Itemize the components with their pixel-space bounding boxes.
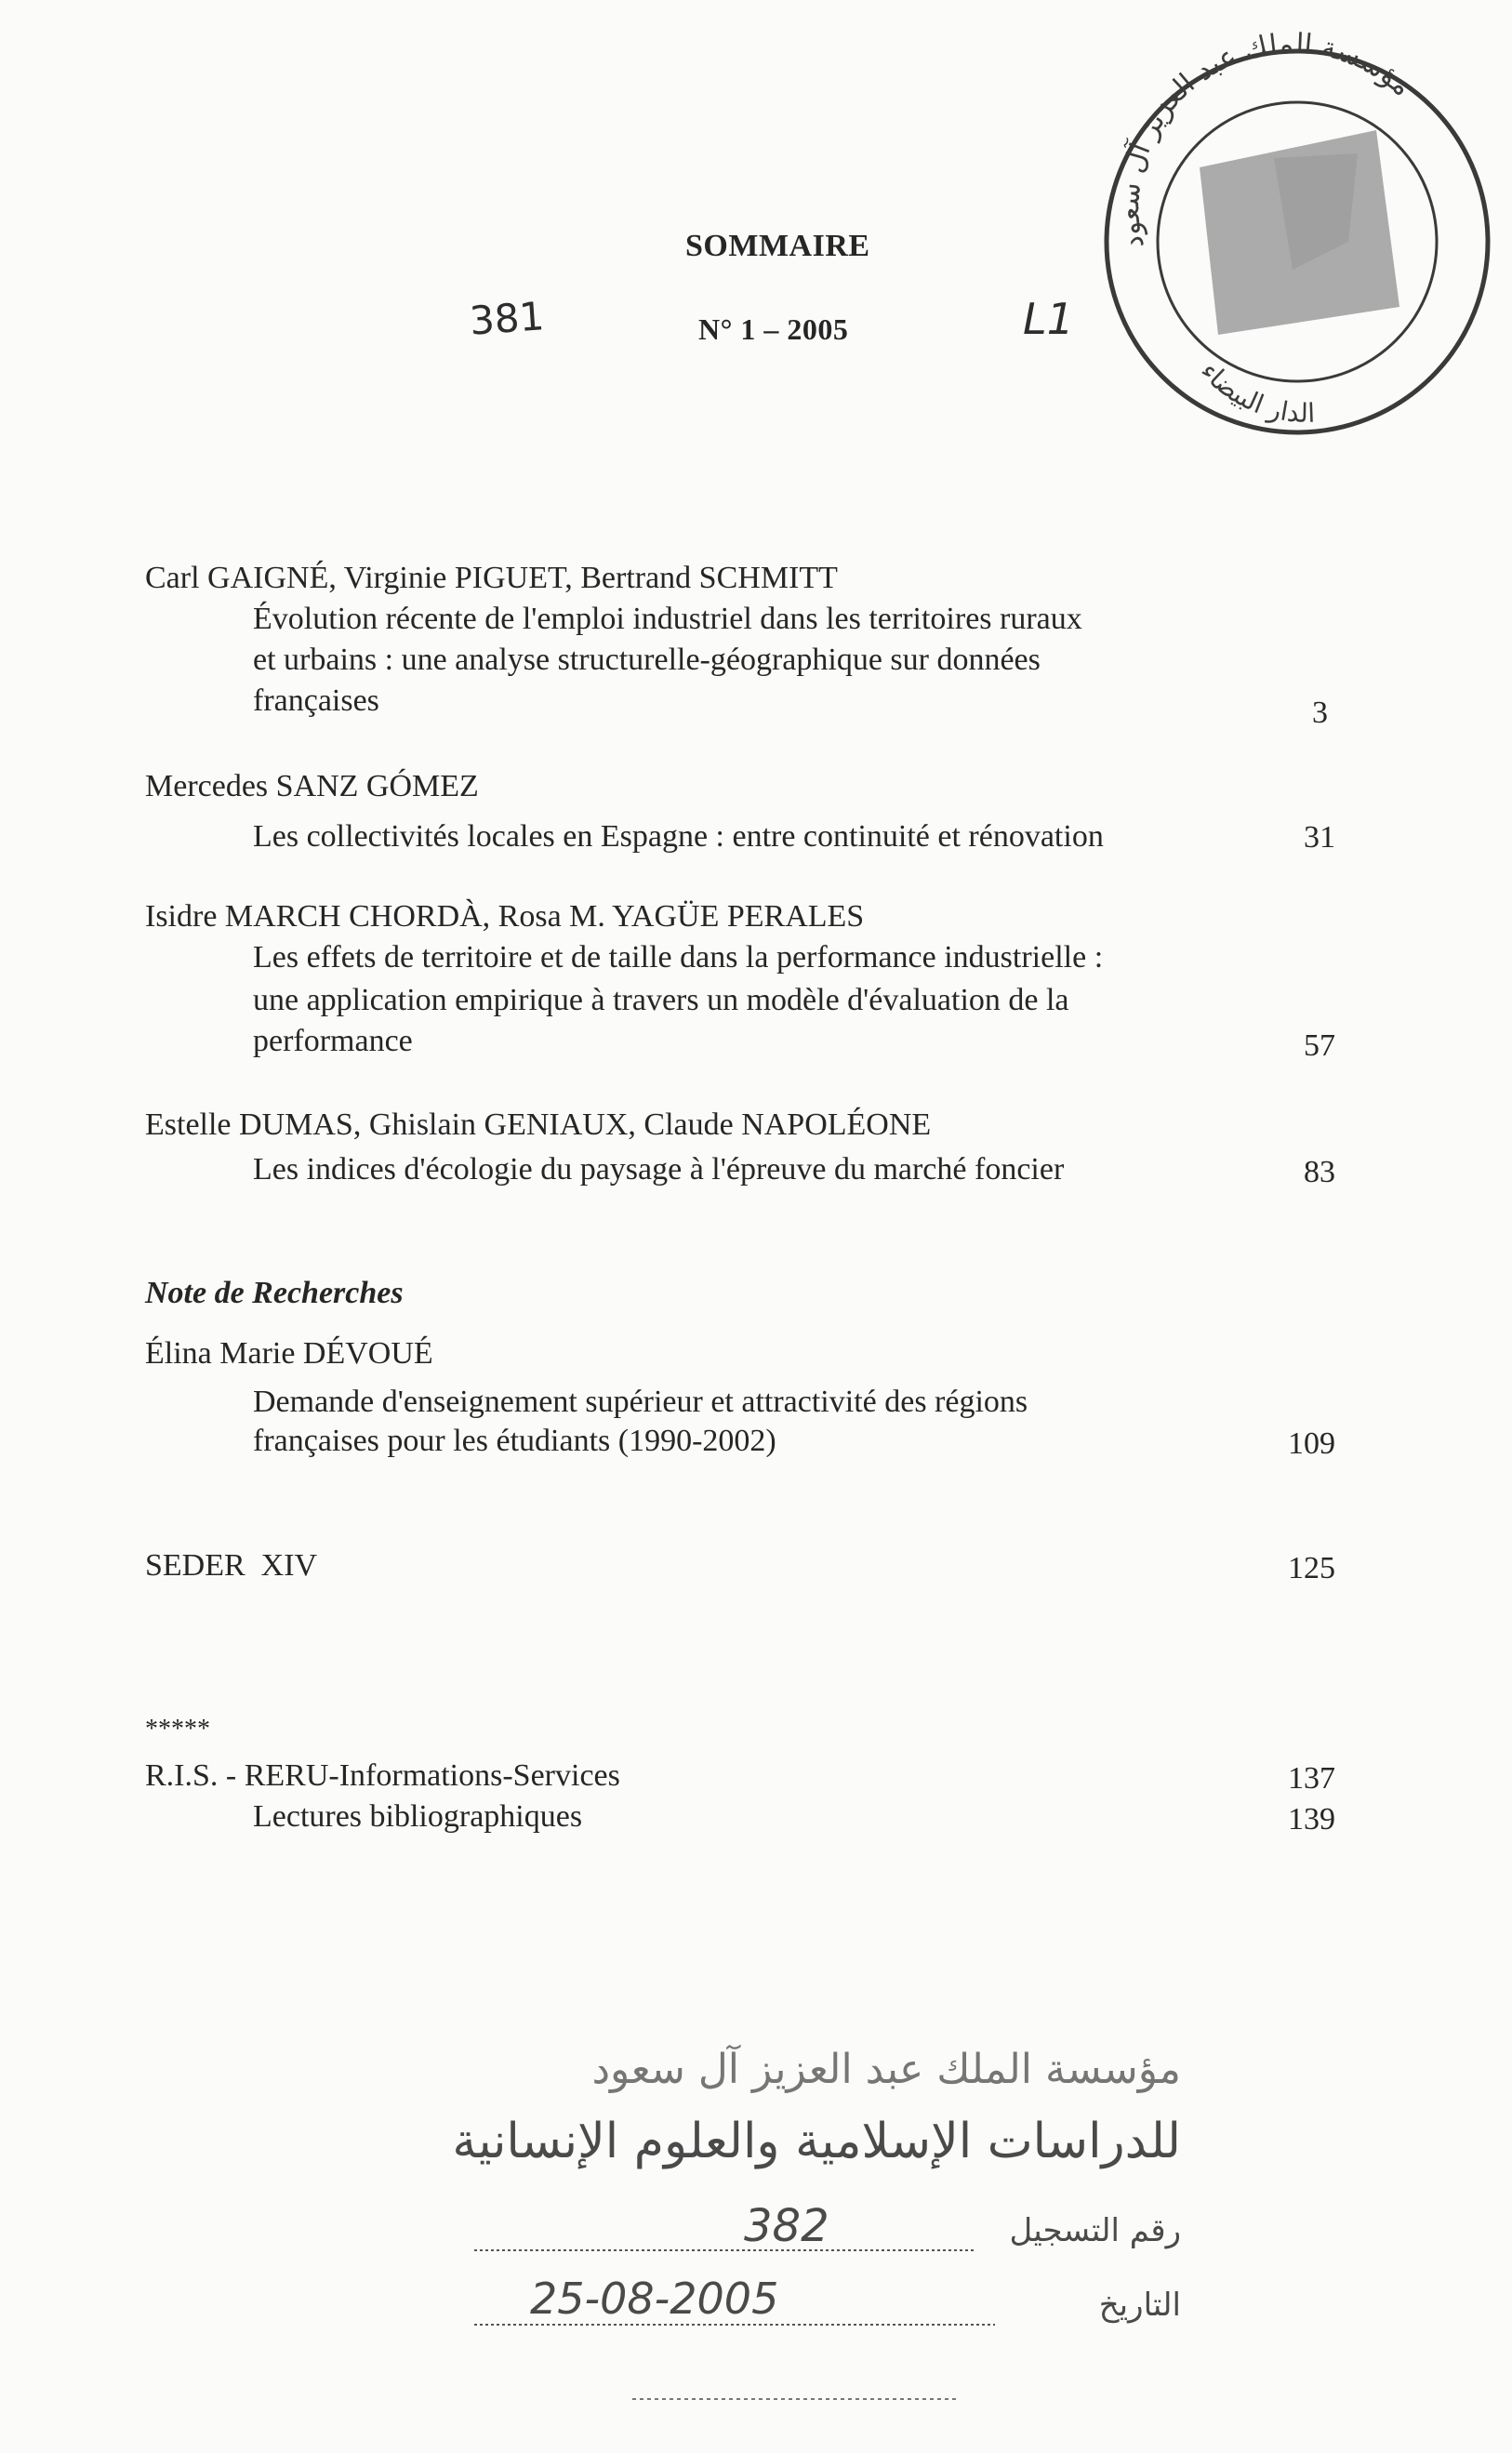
research-note-title-line-1: Demande d'enseignement supérieur et attractivité des régions (253, 1385, 1028, 1419)
ris-page: 137 (1288, 1761, 1335, 1796)
research-note-title-line-2: françaises pour les étudiants (1990-2002) (253, 1424, 776, 1458)
registration-line-2: للدراسات الإسلامية والعلوم الإنسانية (452, 2114, 1181, 2169)
handwritten-mark-right: L1 (1023, 294, 1074, 344)
handwritten-number-left: 381 (468, 293, 546, 344)
research-note-authors: Élina Marie DÉVOUÉ (145, 1336, 433, 1371)
seder-page: 125 (1288, 1551, 1335, 1585)
entry-4-authors: Estelle DUMAS, Ghislain GENIAUX, Claude NAPOLÉONE (145, 1107, 932, 1142)
research-note-heading: Note de Recherches (145, 1276, 404, 1310)
registration-stamp (437, 2018, 1200, 2408)
entry-3-title-line-3: performance (253, 1024, 413, 1058)
entry-3-title-line-2: une application empirique à travers un modèle d'évaluation de la (253, 983, 1069, 1017)
registration-date-label: التاريخ (1098, 2287, 1181, 2324)
entry-2-page: 31 (1304, 820, 1335, 855)
entry-3-authors: Isidre MARCH CHORDÀ, Rosa M. YAGÜE PERALES (145, 899, 865, 934)
stamp-arc-text: مؤسسة الملك عبد العزيز آل سعود (1113, 28, 1418, 252)
entry-1-title-line-2: et urbains : une analyse structurelle-géographique sur données (253, 643, 1041, 677)
registration-number-label: رقم التسجيل (1009, 2212, 1181, 2249)
lectures-label: Lectures bibliographiques (253, 1799, 583, 1834)
entry-2-authors: Mercedes SANZ GÓMEZ (145, 769, 479, 803)
registration-line-1: مؤسسة الملك عبد العزيز آل سعود (591, 2046, 1181, 2093)
separator-stars: ***** (145, 1715, 210, 1744)
stamp-city-text: الدار البيضاء (1194, 355, 1316, 429)
entry-3-title-line-1: Les effets de territoire et de taille dans la performance industrielle : (253, 940, 1104, 975)
library-stamp (1069, 28, 1512, 465)
entry-1-page: 3 (1312, 696, 1328, 730)
research-note-page: 109 (1288, 1426, 1335, 1461)
entry-1-authors: Carl GAIGNÉ, Virginie PIGUET, Bertrand SCHMITT (145, 561, 838, 595)
registration-number-value: 382 (744, 2200, 829, 2252)
entry-3-page: 57 (1304, 1028, 1335, 1063)
issue-number: N° 1 – 2005 (698, 312, 849, 346)
entry-1-title-line-1: Évolution récente de l'emploi industriel dans les territoires ruraux (253, 602, 1082, 636)
entry-4-title-line-1: Les indices d'écologie du paysage à l'épreuve du marché foncier (253, 1152, 1065, 1187)
lectures-page: 139 (1288, 1802, 1335, 1836)
entry-4-page: 83 (1304, 1155, 1335, 1189)
seder-label: SEDER XIV (145, 1548, 318, 1583)
registration-date-value: 25-08-2005 (530, 2274, 779, 2324)
page-title: SOMMAIRE (685, 229, 870, 263)
ris-label: R.I.S. - RERU-Informations-Services (145, 1758, 620, 1793)
entry-2-title-line-1: Les collectivités locales en Espagne : entre continuité et rénovation (253, 819, 1104, 854)
entry-1-title-line-3: françaises (253, 683, 379, 718)
